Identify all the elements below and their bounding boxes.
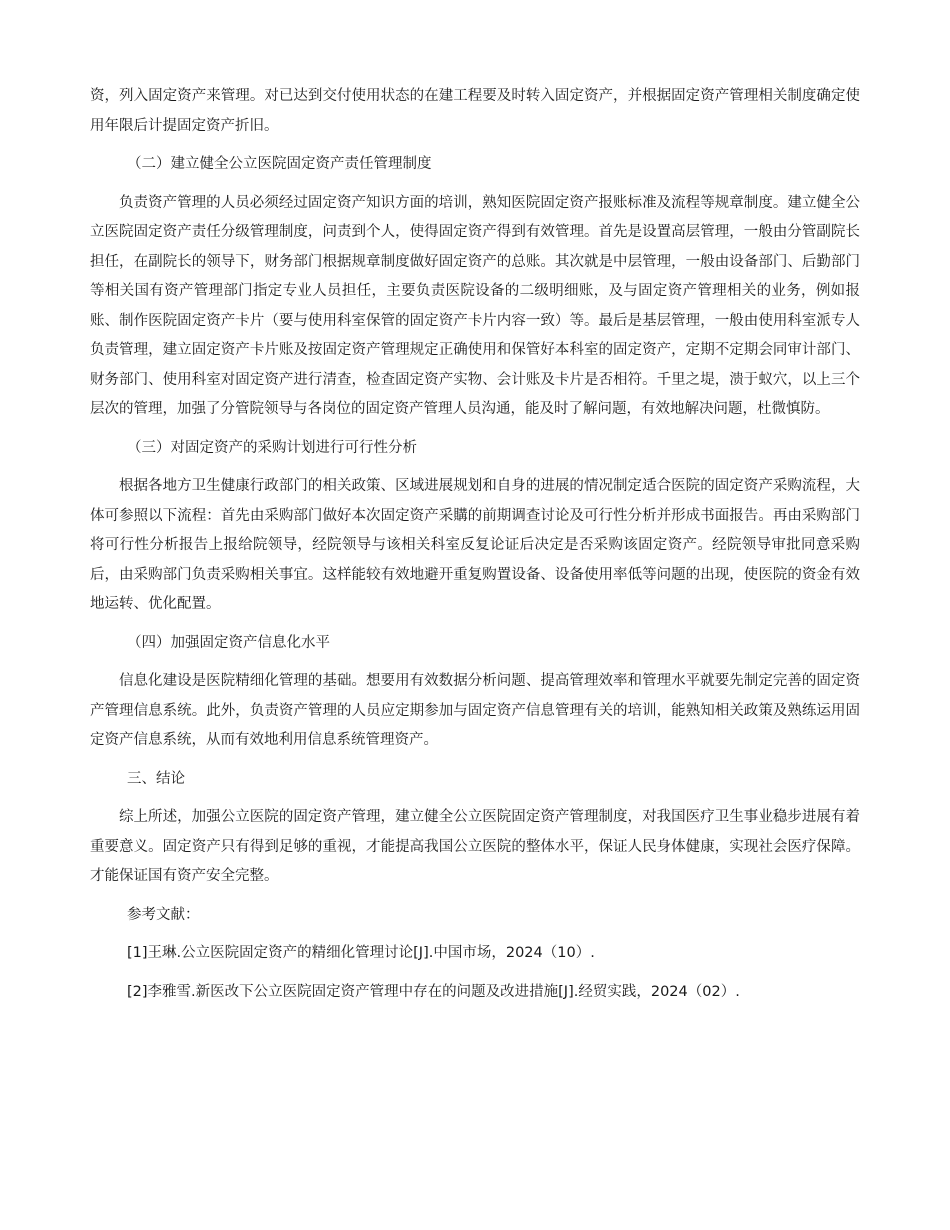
document-body (90, 82, 860, 1007)
conclusion-heading: 三、结论 (127, 770, 185, 787)
paragraph-procurement: 根据各地方卫生健康行政部门的相关政策、区域进展规划和自身的进展的情况制定适合医院的固定资产采购流程，大体可参照以下流程：首先由采购部门做好本次固定资产采購的前期调查讨论及可行性分析并形成书面报告。再由采购部门将可行性分析报告上报给院领导，经院领导与该相关科室反复论证后决定是否采购该固定资产。经院领导审批同意采购后，由采购部门负责采购相关事宜。这样能较有效地避开重复购置设备、设备使用率低等问题的出现，使医院的资金有效地运转、优化配置。 (90, 478, 860, 612)
paragraph-continuation: 资，列入固定资产来管理。对已达到交付使用状态的在建工程要及时转入固定资产，并根据固定资产管理相关制度确定使用年限后计提固定资产折旧。 (90, 88, 860, 134)
reference-item: [2]李雅雪.新医改下公立医院固定资产管理中存在的问题及改进措施[J].经贸实践，2024（02）. (127, 983, 740, 1000)
section-heading-2: （二）建立健全公立医院固定资产责任管理制度 (127, 156, 432, 172)
paragraph-responsibility: 负责资产管理的人员必须经过固定资产知识方面的培训，熟知医院固定资产报账标准及流程等规章制度。建立健全公立医院固定资产责任分级管理制度，问责到个人，使得固定资产得到有效管理。首先是设置高层管理，一般由分管副院长担任，在副院长的领导下，财务部门根据规章制度做好固定资产的总账。其次就是中层管理，一般由设备部门、后勤部门等相关国有资产管理部门指定专业人员担任，主要负责医院设备的二级明细账，及与固定资产管理相关的业务，例如报账、制作医院固定资产卡片（要与使用科室保管的固定资产卡片内容一致）等。最后是基层管理，一般由使用科室派专人负责管理，建立固定资产卡片账及按固定资产管理规定正确使用和保管好本科室的固定资产，定期不定期会同审计部门、财务部门、使用科室对固定资产进行清查，检查固定资产实物、会计账及卡片是否相符。千里之堤，溃于蚁穴，以上三个层次的管理，加强了分管院领导与各岗位的固定资产管理人员沟通，能及时了解问题，有效地解决问题，杜微慎防。 (90, 194, 860, 417)
section-heading-4: （四）加强固定资产信息化水平 (127, 634, 330, 651)
paragraph-conclusion: 综上所述，加强公立医院的固定资产管理，建立健全公立医院固定资产管理制度，对我国医疗卫生事业稳步进展有着重要意义。固定资产只有得到足够的重视，才能提高我国公立医院的整体水平，保证人民身体健康，实现社会医疗保障。才能保证国有资产安全完整。 (90, 809, 860, 884)
references-label: 参考文献： (127, 906, 200, 923)
reference-item: [1]王琳.公立医院固定资产的精细化管理讨论[J].中国市场，2024（10）. (127, 945, 595, 961)
paragraph-informatization: 信息化建设是医院精细化管理的基础。想要用有效数据分析问题、提高管理效率和管理水平就要先制定完善的固定资产管理信息系统。此外，负责资产管理的人员应定期参加与固定资产信息管理有关的培训，能熟知相关政策及熟练运用固定资产信息系统，从而有效地利用信息系统管理资产。 (90, 673, 860, 748)
section-heading-3: （三）对固定资产的采购计划进行可行性分析 (127, 439, 417, 456)
